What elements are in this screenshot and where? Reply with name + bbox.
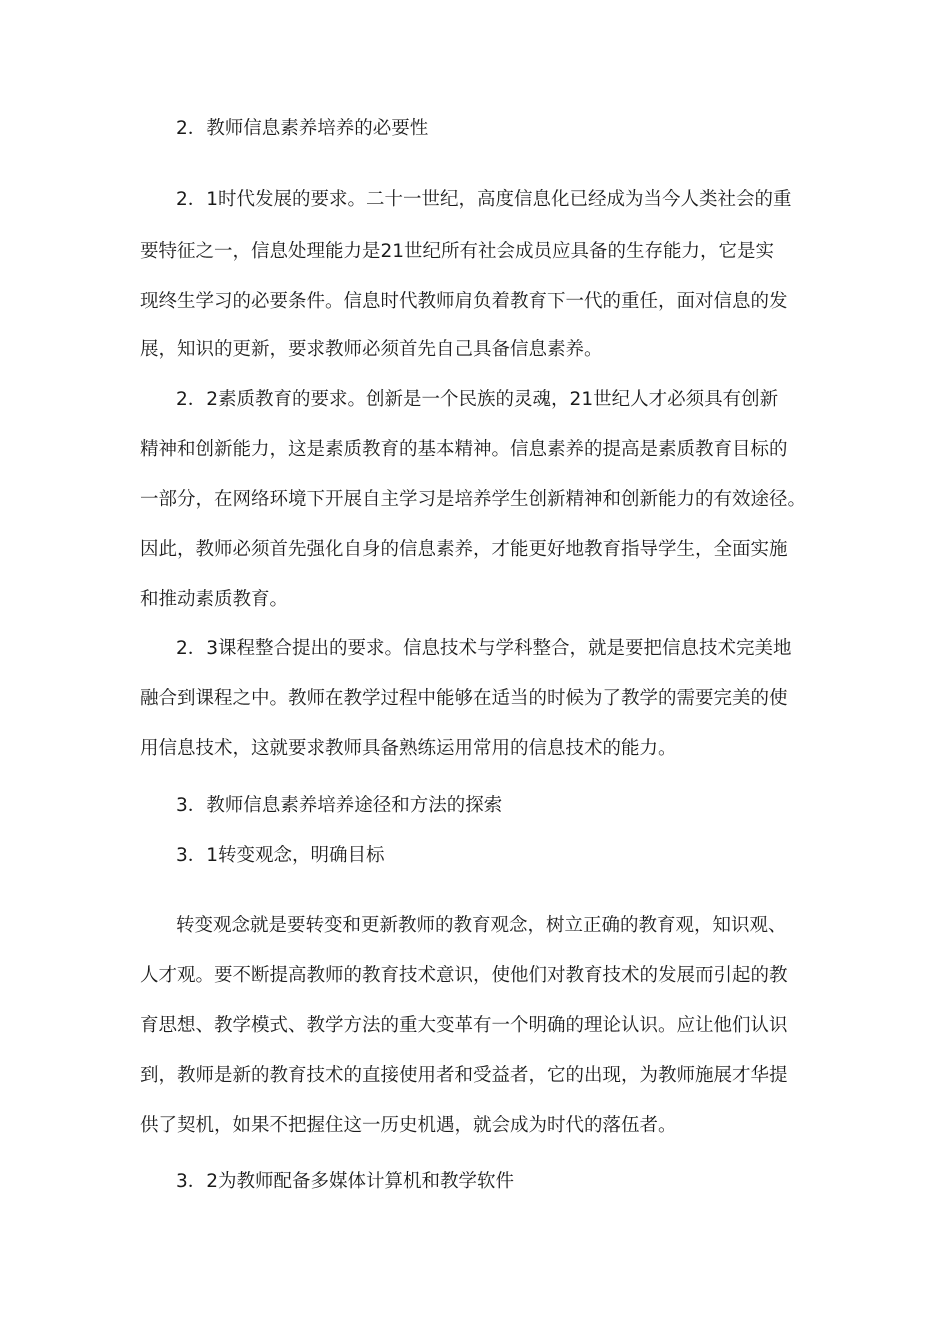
section-heading-2: 2．教师信息素养培养的必要性 [176, 118, 429, 139]
paragraph-2-3-line-2: 融合到课程之中。教师在教学过程中能够在适当的时候为了教学的需要完美的使 [140, 688, 788, 709]
section-heading-3: 3．教师信息素养培养途径和方法的探索 [176, 795, 503, 816]
paragraph-2-1-line-3: 现终生学习的必要条件。信息时代教师肩负着教育下一代的重任，面对信息的发 [140, 291, 788, 312]
paragraph-3-1-line-1: 转变观念就是要转变和更新教师的教育观念，树立正确的教育观，知识观、 [176, 915, 787, 936]
subsection-heading-3-1: 3．1转变观念，明确目标 [176, 845, 385, 866]
paragraph-2-2-line-1: 2．2素质教育的要求。创新是一个民族的灵魂，21世纪人才必须具有创新 [176, 389, 779, 410]
paragraph-3-1-line-2: 人才观。要不断提高教师的教育技术意识，使他们对教育技术的发展而引起的教 [140, 965, 788, 986]
paragraph-2-2-line-2: 精神和创新能力，这是素质教育的基本精神。信息素养的提高是素质教育目标的 [140, 439, 788, 460]
paragraph-2-3-line-3: 用信息技术，这就要求教师具备熟练运用常用的信息技术的能力。 [140, 738, 677, 759]
paragraph-2-2-line-4: 因此，教师必须首先强化自身的信息素养，才能更好地教育指导学生，全面实施 [140, 539, 788, 560]
paragraph-2-2-line-5: 和推动素质教育。 [140, 589, 289, 610]
paragraph-2-2-line-3: 一部分，在网络环境下开展自主学习是培养学生创新精神和创新能力的有效途径。 [140, 489, 807, 510]
paragraph-2-1-line-4: 展，知识的更新，要求教师必须首先自己具备信息素养。 [140, 339, 603, 360]
paragraph-3-1-line-5: 供了契机，如果不把握住这一历史机遇，就会成为时代的落伍者。 [140, 1115, 677, 1136]
paragraph-2-1-line-2: 要特征之一，信息处理能力是21世纪所有社会成员应具备的生存能力，它是实 [140, 241, 775, 262]
paragraph-2-3-line-1: 2．3课程整合提出的要求。信息技术与学科整合，就是要把信息技术完美地 [176, 638, 792, 659]
paragraph-3-1-line-4: 到，教师是新的教育技术的直接使用者和受益者，它的出现，为教师施展才华提 [140, 1065, 788, 1086]
paragraph-3-1-line-3: 育思想、教学模式、教学方法的重大变革有一个明确的理论认识。应让他们认识 [140, 1015, 788, 1036]
subsection-heading-3-2: 3．2为教师配备多媒体计算机和教学软件 [176, 1171, 515, 1192]
paragraph-2-1-line-1: 2．1时代发展的要求。二十一世纪，高度信息化已经成为当今人类社会的重 [176, 189, 792, 210]
